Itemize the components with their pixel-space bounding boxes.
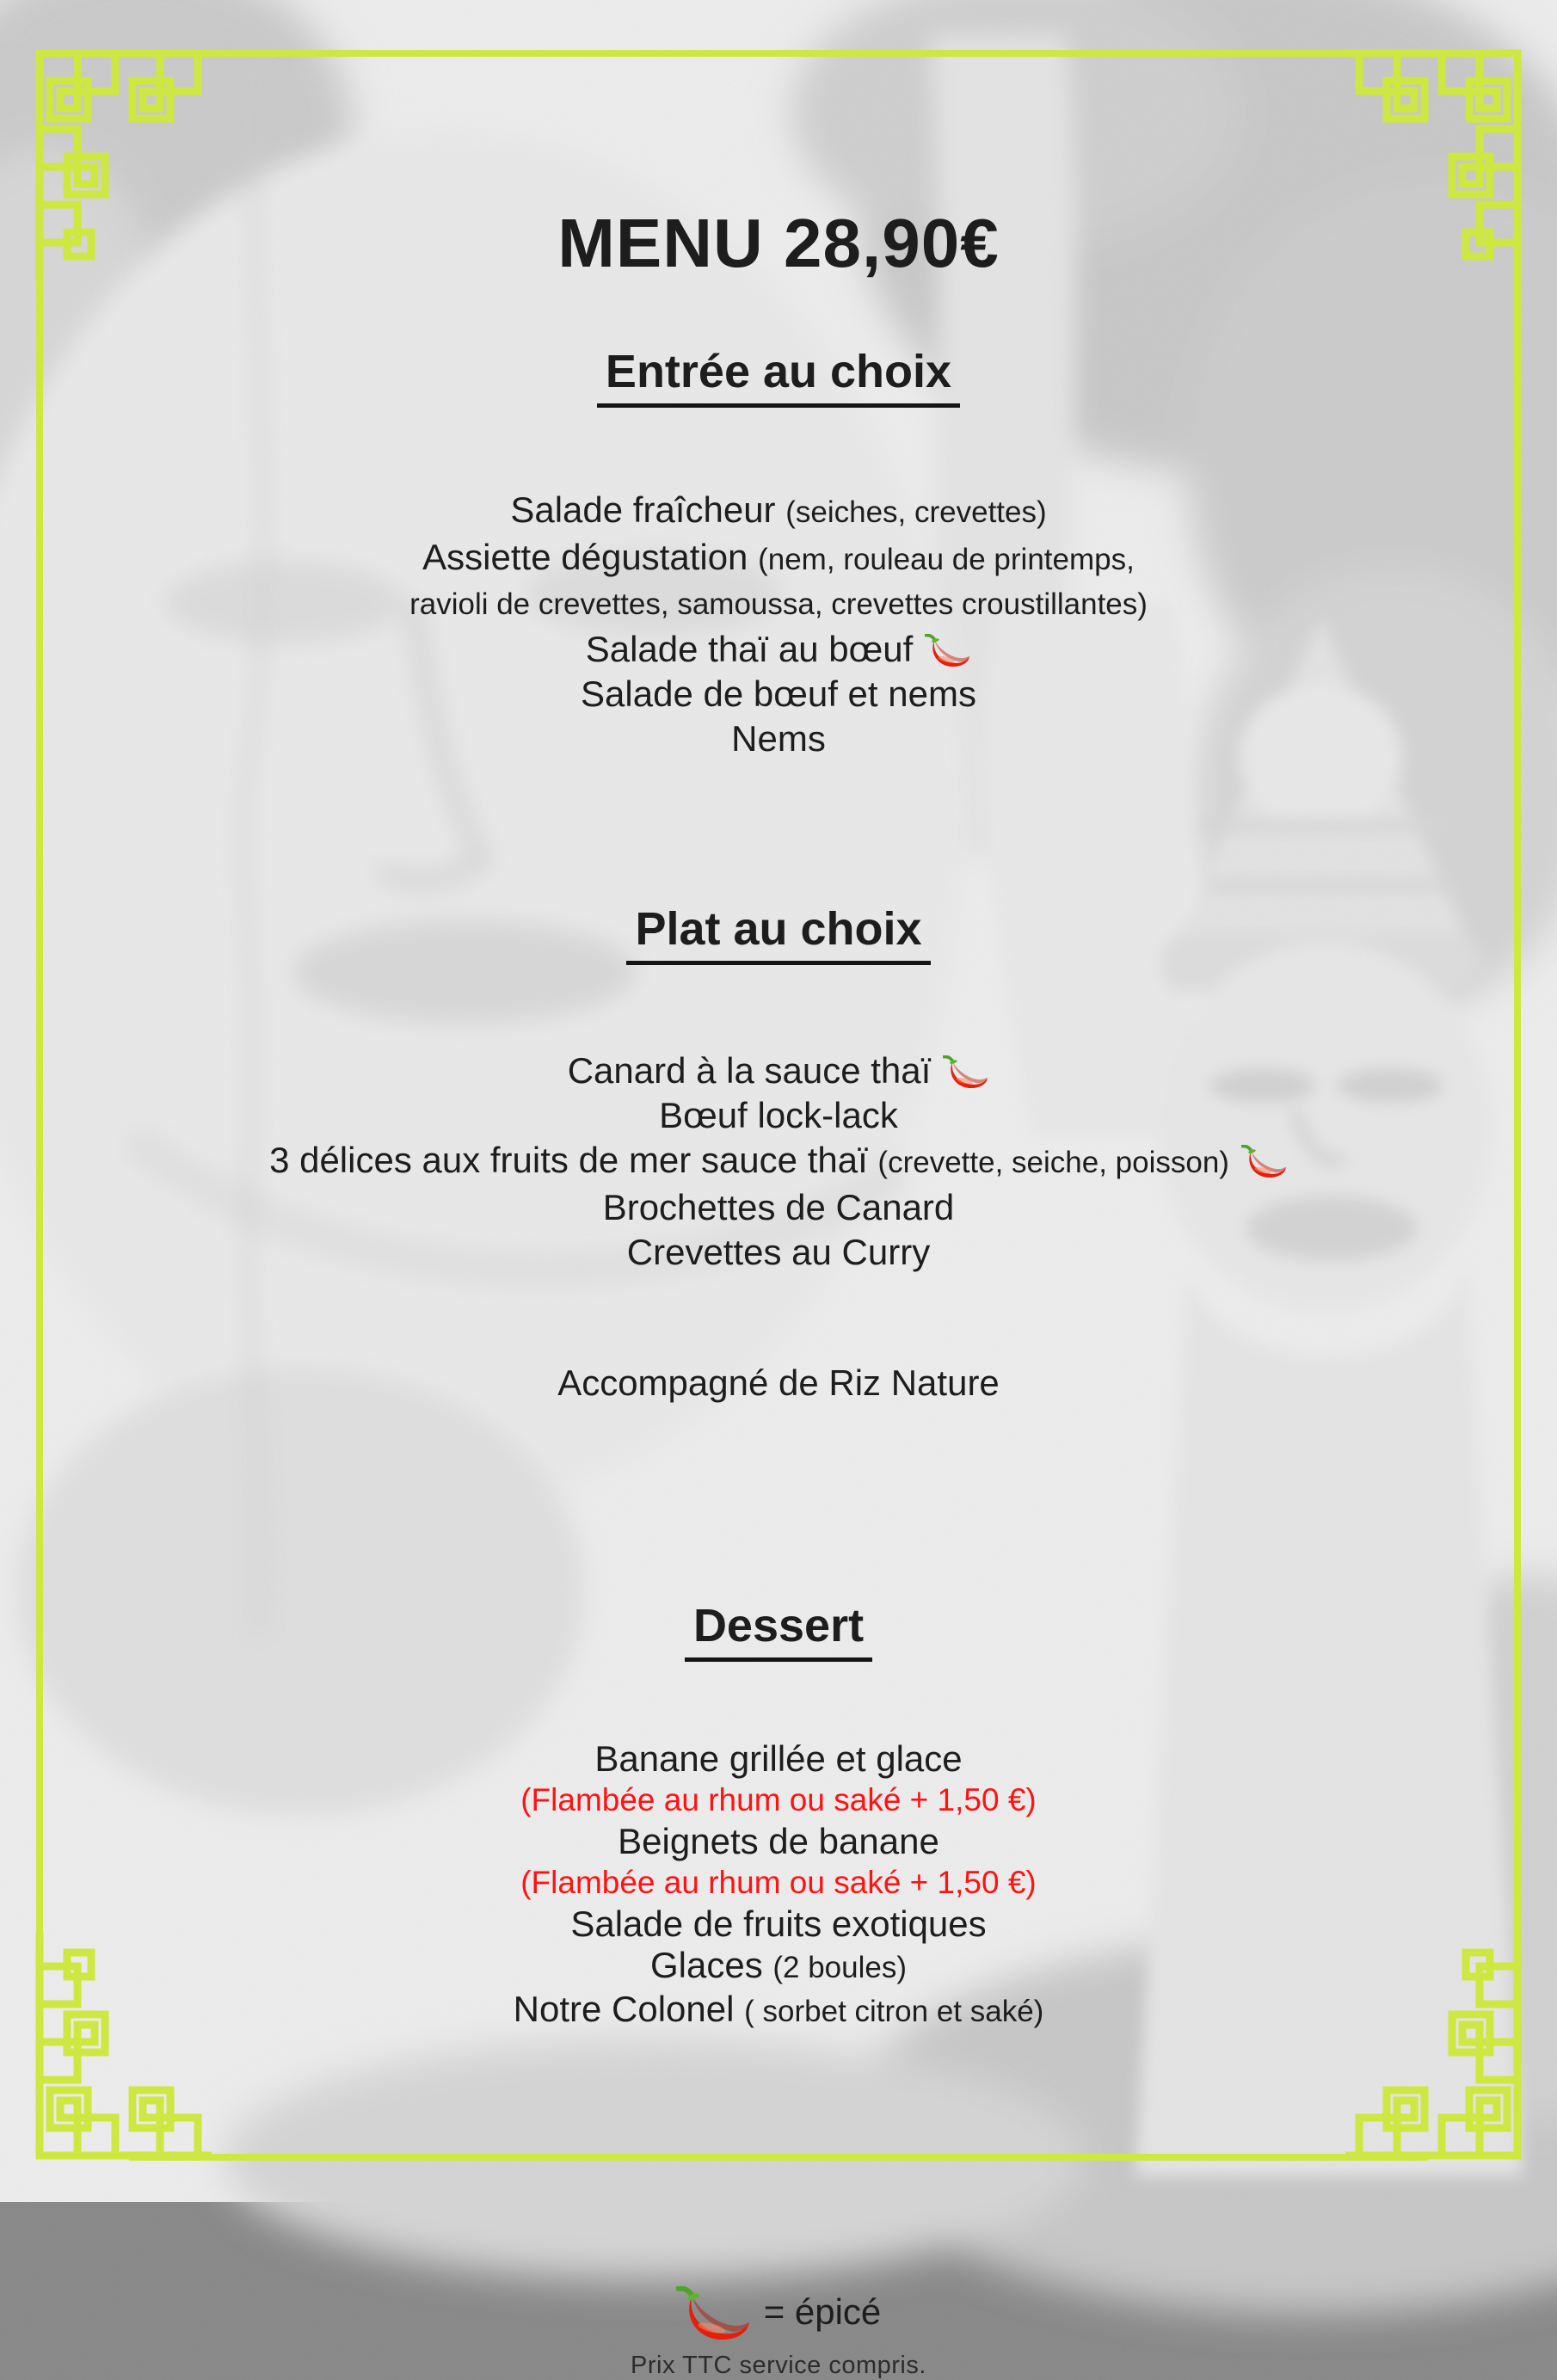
item-name: Assiette dégustation — [422, 536, 748, 577]
spicy-legend-label: = épicé — [763, 2291, 882, 2332]
chili-icon — [943, 1055, 989, 1088]
rice-accompaniment-note: Accompagné de Riz Nature — [557, 1362, 1000, 1404]
menu-item: Salade de bœuf et nems — [581, 673, 976, 714]
spicy-legend — [0, 2285, 1557, 2340]
item-detail: (nem, rouleau de printemps, — [758, 542, 1135, 576]
footer-note: Prix TTC service compris. — [631, 2351, 926, 2379]
item-detail: (crevette, seiche, poisson) — [877, 1146, 1229, 1180]
menu-item — [0, 627, 1557, 672]
plat-list — [0, 1049, 1557, 1275]
dessert-list — [0, 1738, 1557, 2033]
item-name: Glaces — [649, 1944, 763, 1985]
menu-item — [0, 1138, 1557, 1185]
item-name: Salade fraîcheur — [510, 489, 776, 530]
item-detail: (seiches, crevettes) — [785, 495, 1047, 529]
menu-item: Crevettes au Curry — [626, 1232, 931, 1273]
item-detail: (2 boules) — [772, 1950, 908, 1984]
chili-icon — [1241, 1145, 1288, 1178]
menu-item — [0, 1989, 1557, 2033]
item-detail: ( sorbet citron et saké) — [744, 1994, 1044, 2028]
menu-item — [0, 1945, 1557, 1989]
item-name: Notre Colonel — [513, 1988, 735, 2029]
menu-item: Salade de fruits exotiques — [570, 1903, 987, 1944]
section-heading-plat: Plat au choix — [626, 906, 930, 965]
item-name: 3 délices aux fruits de mer sauce thaï — [269, 1140, 868, 1181]
menu-item-detail-continued: ravioli de crevettes, samoussa, crevettes croustillantes) — [409, 587, 1148, 621]
menu-item: Beignets de banane — [618, 1820, 939, 1861]
menu-item — [0, 488, 1557, 535]
section-heading-dessert: Dessert — [685, 1602, 872, 1662]
flambee-option-note: (Flambée au rhum ou saké + 1,50 €) — [520, 1781, 1037, 1817]
chili-icon — [925, 634, 971, 667]
menu-title: MENU 28,90€ — [557, 205, 1000, 281]
menu-item — [0, 1049, 1557, 1093]
entree-list — [0, 488, 1557, 761]
menu-item: Brochettes de Canard — [602, 1187, 955, 1228]
menu-item: Bœuf lock-lack — [659, 1095, 898, 1136]
menu-item: Banane grillée et glace — [594, 1737, 963, 1779]
menu-item: Nems — [731, 717, 826, 759]
chili-icon — [676, 2286, 752, 2340]
item-name: Canard à la sauce thaï — [567, 1050, 932, 1092]
item-name: Salade thaï au bœuf — [585, 628, 914, 669]
section-heading-entree: Entrée au choix — [597, 348, 960, 408]
menu-item — [0, 535, 1557, 582]
flambee-option-note: (Flambée au rhum ou saké + 1,50 €) — [520, 1864, 1037, 1900]
